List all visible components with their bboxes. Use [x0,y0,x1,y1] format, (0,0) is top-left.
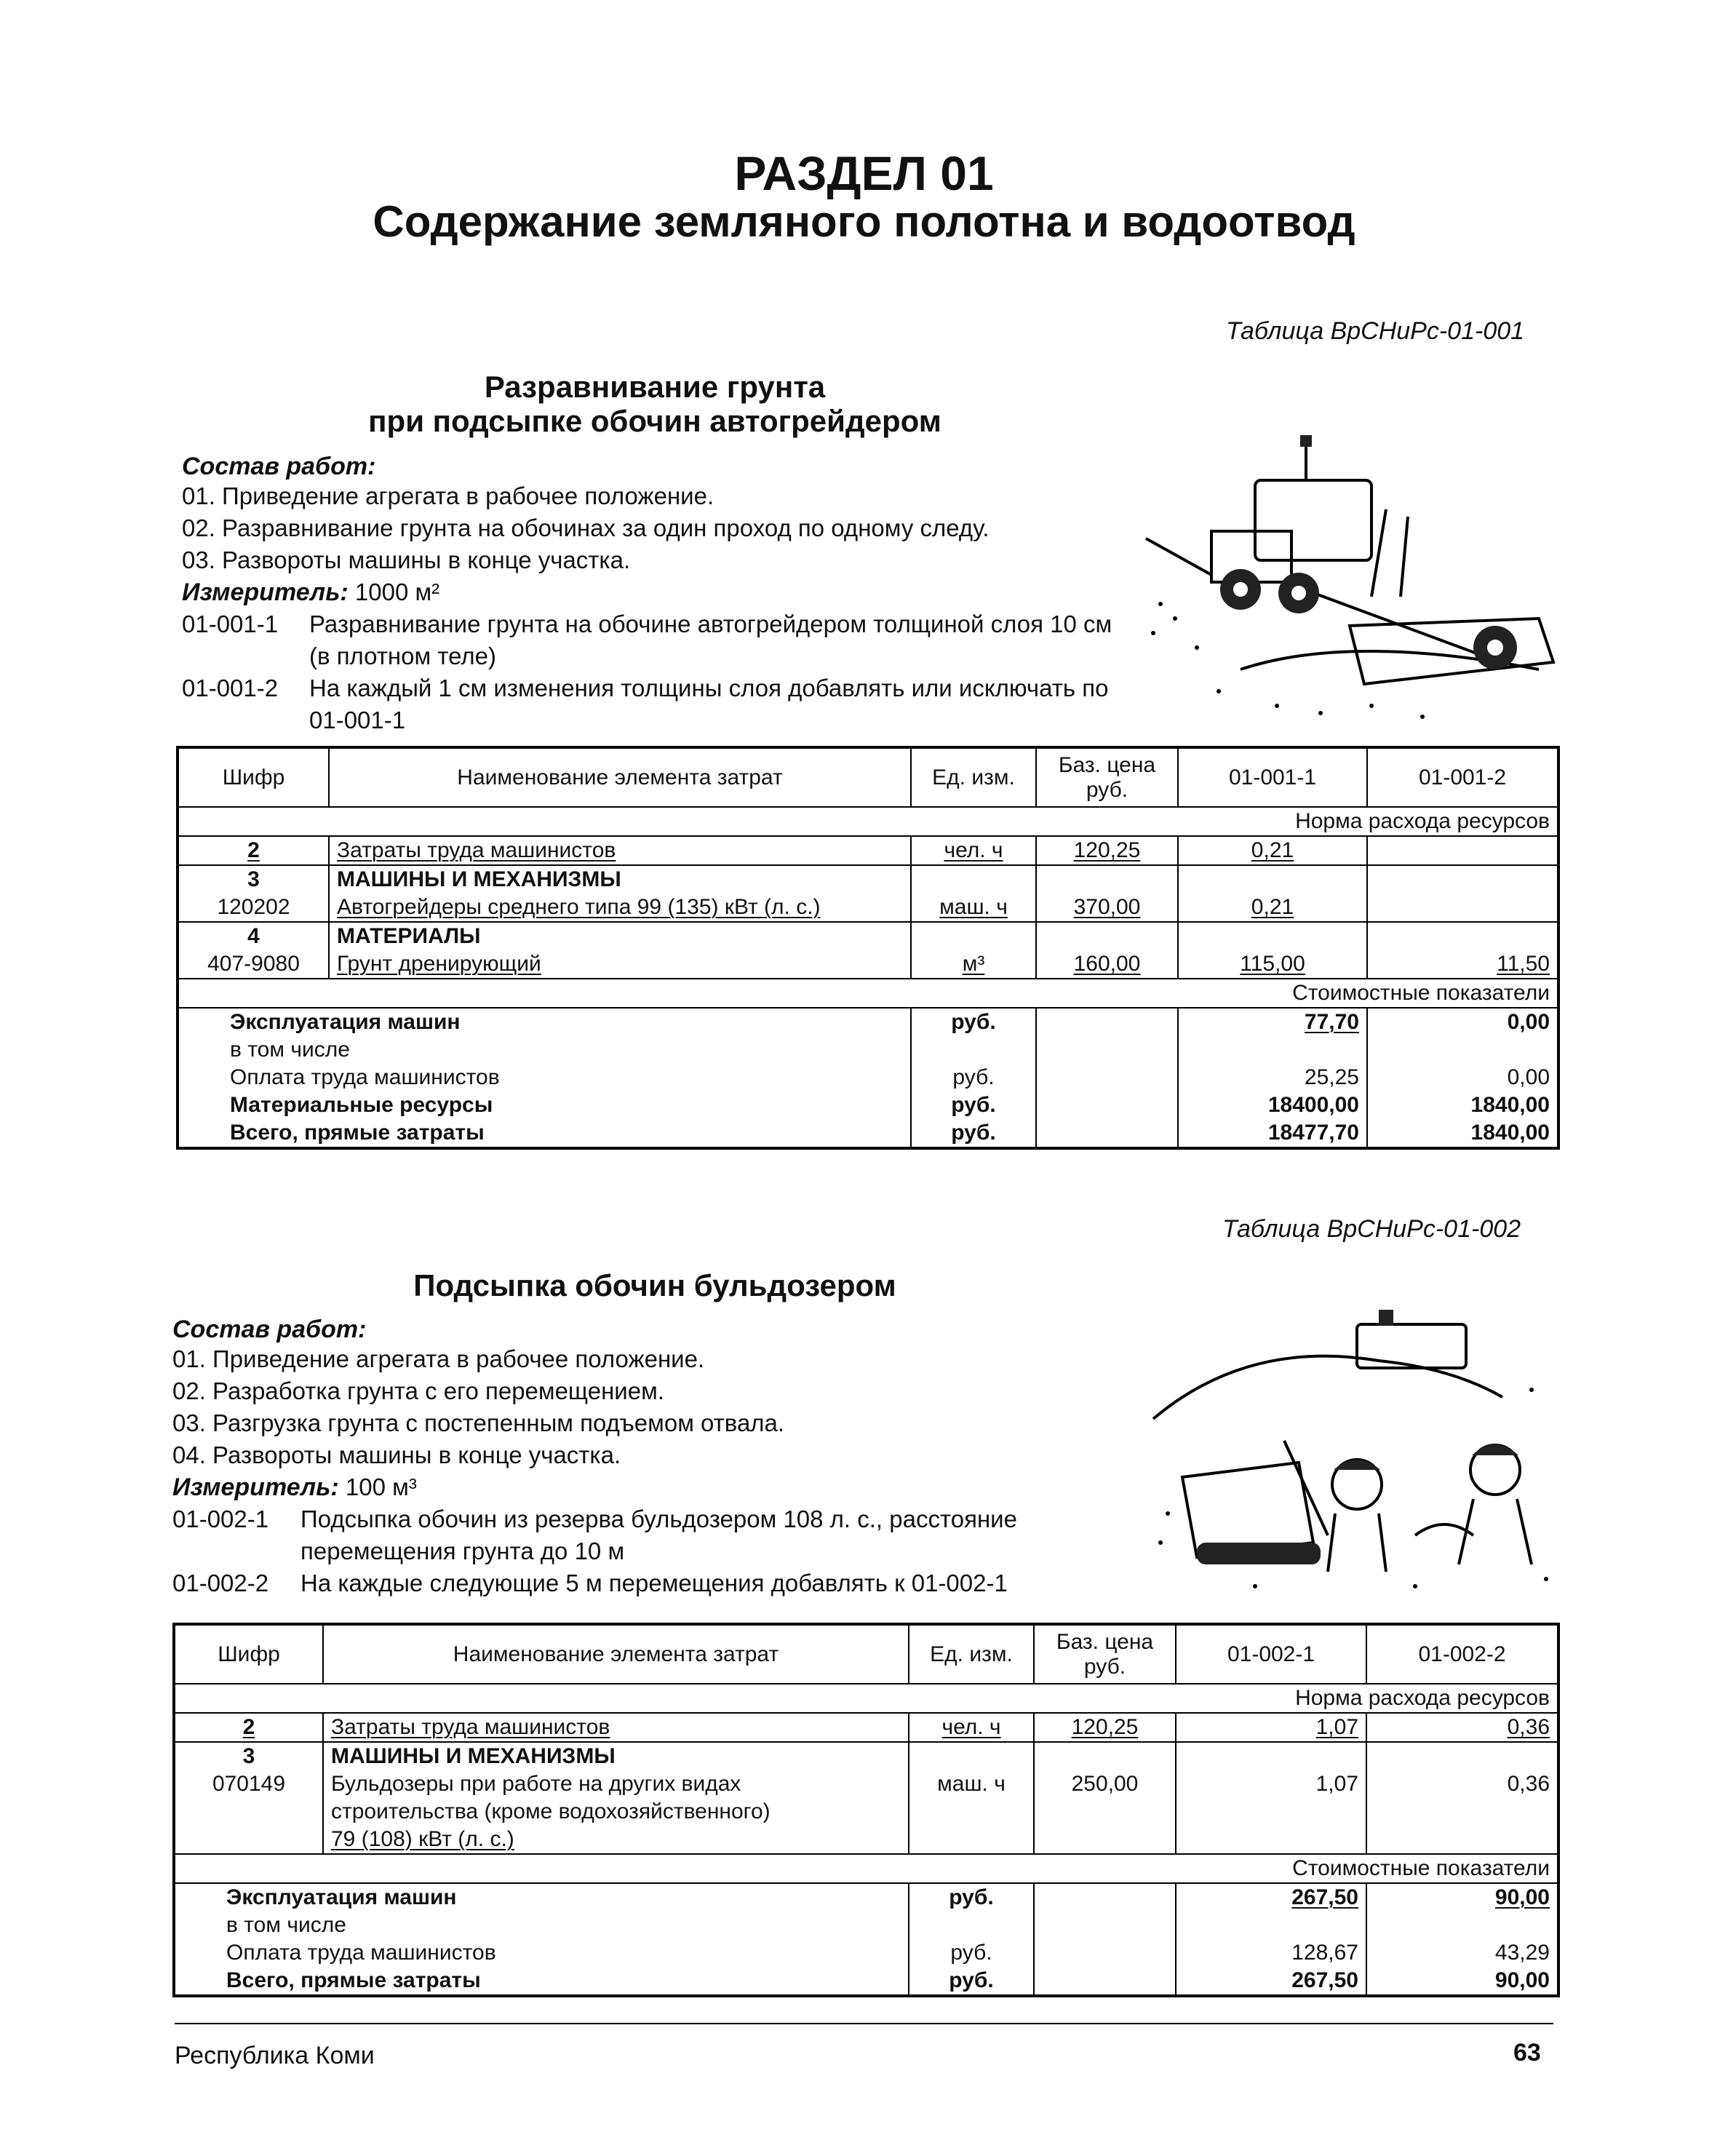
table-01-002 [172,1623,1560,1997]
cell-name: МАШИНЫ И МЕХАНИЗМЫ Автогрейдеры среднего типа 99 (135) кВт (л. с.) [329,865,911,922]
section-number: РАЗДЕЛ 01 [734,146,994,200]
col-header-code2: 01-001-2 [1367,747,1558,807]
cell-name: Затраты труда машинистов [323,1713,909,1742]
cost-value1: 267,50 [1176,1967,1366,1996]
cost-value2: 90,00 [1366,1883,1558,1912]
meter-line [182,576,439,608]
item-text: На каждые следующие 5 м перемещения добавлять к 01-002-1 [300,1570,1008,1596]
table-row [178,922,1558,979]
cell-value2 [1367,836,1558,865]
cost-name: Всего, прямые затраты [178,1119,911,1148]
cost-name: Эксплуатация машин [174,1883,909,1912]
cost-value2: 0,00 [1367,1008,1558,1036]
cell-value2: 0,36 [1366,1742,1558,1854]
cost-value1: 25,25 [1178,1064,1367,1091]
cost-unit: руб. [909,1967,1034,1996]
cell-value1: 115,00 [1178,922,1367,979]
works-label: Состав работ: [172,1316,367,1343]
table-row [178,836,1558,865]
work-item: 01. Приведение агрегата в рабочее положение. [172,1345,705,1372]
cell-value2: 0,36 [1366,1713,1558,1742]
col-header-unit: Ед. изм. [911,747,1036,807]
norm-label: Норма расхода ресурсов [178,807,1558,836]
cost-price [1034,1967,1176,1996]
col-header-code1: 01-001-1 [1178,747,1367,807]
cost-row [178,1091,1558,1119]
table-title-line1: Разравнивание грунта [484,370,826,404]
col-header-name: Наименование элемента затрат [323,1624,909,1684]
cost-name: Оплата труда машинистов [174,1939,909,1967]
table-row [174,1713,1558,1742]
section-title: Содержание земляного полотна и водоотвод [373,197,1355,246]
cost-unit: руб. [911,1119,1036,1148]
work-item: 02. Разравнивание грунта на обочинах за один проход по одному следу. [182,514,990,541]
cost-label: Стоимостные показатели [178,979,1558,1008]
works-label: Состав работ: [182,453,376,480]
item-text: На каждый 1 см изменения толщины слоя добавлять или исключать по 01-001-1 [309,675,1109,733]
col-header-code2: 01-002-2 [1366,1624,1558,1684]
norm-label-row [174,1684,1558,1713]
cost-value2: 1840,00 [1367,1091,1558,1119]
cell-price: 120,25 [1036,836,1178,865]
cost-value2: 1840,00 [1367,1119,1558,1148]
item-code: 01-001-2 [182,675,279,701]
cost-row [178,1008,1558,1036]
cost-name: Материальные ресурсы [178,1091,911,1119]
page-number: 63 [1513,2039,1541,2067]
cell-unit: маш. ч [911,865,1036,922]
cell-unit: чел. ч [909,1713,1034,1742]
item-code: 01-001-1 [182,610,279,637]
cost-row [174,1939,1558,1967]
cost-name: Всего, прямые затраты [174,1967,909,1996]
cost-unit: руб. [911,1064,1036,1091]
cost-value2: 0,00 [1367,1064,1558,1091]
cost-name: Эксплуатация машин [178,1008,911,1036]
cost-price [1036,1064,1178,1091]
footer-region: Республика Коми [175,2042,375,2069]
cost-unit: руб. [909,1939,1034,1967]
col-header-price: Баз. цена руб. [1036,747,1178,807]
cell-name: МАТЕРИАЛЫ Грунт дренирующий [329,922,911,979]
cell-unit: м³ [911,922,1036,979]
cell-value1: 1,07 [1176,1713,1366,1742]
col-header-shifr: Шифр [174,1624,323,1684]
cost-unit [911,1036,1036,1064]
cost-name: в том числе [178,1036,911,1064]
col-header-code1: 01-002-1 [1176,1624,1366,1684]
norm-label-row [178,807,1558,836]
cell-name: МАШИНЫ И МЕХАНИЗМЫ Бульдозеры при работе на других видах строительства (кроме водохозяйственного) 79 (108) кВт (л. с.) [323,1742,909,1854]
footer-divider [175,2023,1553,2024]
table-ref: Таблица ВрСНиРс-01-001 [1226,317,1525,345]
cost-price [1036,1091,1178,1119]
table-header-row [174,1624,1558,1684]
col-header-price: Баз. цена руб. [1034,1624,1176,1684]
cost-row [174,1883,1558,1912]
cost-price [1034,1883,1176,1912]
cost-value1: 18477,70 [1178,1119,1367,1148]
cost-value1: 77,70 [1178,1008,1367,1036]
cost-value2: 43,29 [1366,1939,1558,1967]
cell-unit: чел. ч [911,836,1036,865]
cell-value1: 1,07 [1176,1742,1366,1854]
cost-price [1036,1036,1178,1064]
cost-value1: 267,50 [1176,1883,1366,1912]
cost-value2: 90,00 [1366,1967,1558,1996]
cost-value2 [1366,1912,1558,1939]
table-row [178,865,1558,922]
work-item: 02. Разработка грунта с его перемещением. [172,1377,664,1404]
cost-value1: 128,67 [1176,1939,1366,1967]
cost-row [178,1036,1558,1064]
cell-value2: 11,50 [1367,922,1558,979]
cost-value2 [1367,1036,1558,1064]
item-code: 01-002-2 [172,1570,269,1596]
cost-row [178,1119,1558,1148]
cell-value2 [1367,865,1558,922]
bulldozer-workers-illustration [1139,1295,1561,1601]
table-row [174,1742,1558,1854]
item-text: Разравнивание грунта на обочине автогрейдером толщиной слоя 10 см (в плотном теле) [309,610,1112,669]
cell-shifr: 2 [174,1713,323,1742]
item-code: 01-002-1 [172,1505,269,1532]
meter-label: Измеритель: [182,578,349,606]
meter-value: 1000 м² [354,578,440,605]
cost-row [174,1967,1558,1996]
cost-unit: руб. [911,1091,1036,1119]
cell-price: 250,00 [1034,1742,1176,1854]
cell-price: 120,25 [1034,1713,1176,1742]
cell-shifr: 3 120202 [178,865,329,922]
work-item: 04. Развороты машины в конце участка. [172,1441,621,1468]
table-ref: Таблица ВрСНиРс-01-002 [1222,1215,1521,1243]
table-header-row [178,747,1558,807]
cell-unit: маш. ч [909,1742,1034,1854]
cost-unit: руб. [911,1008,1036,1036]
table-title: Подсыпка обочин бульдозером [413,1268,896,1302]
item-text: Подсыпка обочин из резерва бульдозером 108 л. с., расстояние перемещения грунта до 10 м [300,1505,1017,1564]
cost-row [178,1064,1558,1091]
motor-grader-illustration [1131,429,1568,728]
work-item: 03. Разгрузка грунта с постепенным подъемом отвала. [172,1409,785,1436]
cost-label: Стоимостные показатели [174,1854,1558,1883]
cell-shifr: 4 407-9080 [178,922,329,979]
cost-name: в том числе [174,1912,909,1939]
cell-price: 160,00 [1036,922,1178,979]
cost-row [174,1912,1558,1939]
table-01-001 [176,746,1560,1150]
table-title-line2: при подсыпке обочин автогрейдером [368,404,941,438]
cost-label-row [174,1854,1558,1883]
cell-shifr: 2 [178,836,329,865]
cell-value1: 0,21 [1178,865,1367,922]
work-item: 01. Приведение агрегата в рабочее положение. [182,482,714,509]
meter-value: 100 м³ [345,1473,417,1500]
work-item: 03. Развороты машины в конце участка. [182,546,631,573]
cost-price [1036,1119,1178,1148]
norm-label: Норма расхода ресурсов [174,1684,1558,1713]
col-header-name: Наименование элемента затрат [329,747,911,807]
meter-label: Измеритель: [172,1473,339,1501]
col-header-shifr: Шифр [178,747,329,807]
cost-name: Оплата труда машинистов [178,1064,911,1091]
meter-line [172,1471,417,1503]
col-header-unit: Ед. изм. [909,1624,1034,1684]
cost-value1 [1176,1912,1366,1939]
cost-value1 [1178,1036,1367,1064]
cell-price: 370,00 [1036,865,1178,922]
cell-shifr: 3 070149 [174,1742,323,1854]
cost-price [1034,1912,1176,1939]
cost-price [1036,1008,1178,1036]
cost-value1: 18400,00 [1178,1091,1367,1119]
cost-price [1034,1939,1176,1967]
cost-label-row [178,979,1558,1008]
cost-unit [909,1912,1034,1939]
cost-unit: руб. [909,1883,1034,1912]
cell-value1: 0,21 [1178,836,1367,865]
cell-name: Затраты труда машинистов [329,836,911,865]
